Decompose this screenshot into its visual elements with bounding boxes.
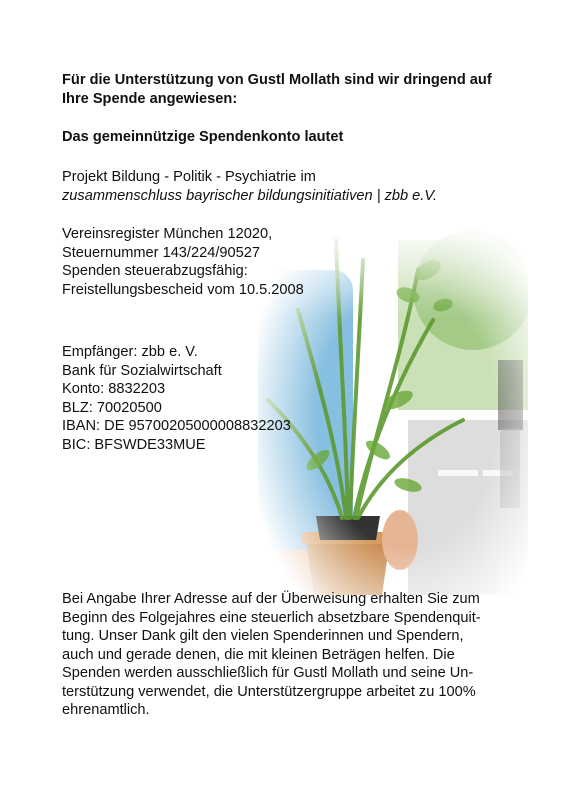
headline-line: Für die Unterstützung von Gustl Mollath sind wir dringend auf: [62, 72, 492, 88]
footer-paragraph: [62, 590, 527, 720]
footer-line: tung. Unser Dank gilt den vielen Spenderinnen und Spendern,: [62, 628, 464, 644]
footer-line: ehrenamtlich.: [62, 702, 150, 718]
verein-line: Freistellungsbescheid vom 10.5.2008: [62, 281, 304, 298]
bank-line: IBAN: DE 95700205000008832203: [62, 418, 291, 434]
footer-line: auch und gerade denen, die mit kleinen Beträgen helfen. Die: [62, 646, 455, 663]
verein-block: [62, 225, 304, 299]
projekt-block: [62, 168, 437, 205]
bank-line: Konto: 8832203: [62, 381, 166, 397]
footer-line: terstützung verwendet, die Unterstützergruppe arbeitet zu 100%: [62, 683, 476, 700]
verein-line: Spenden steuerabzugsfähig:: [62, 263, 248, 279]
footer-line: Bei Angabe Ihrer Adresse auf der Überweisung erhalten Sie zum: [62, 591, 480, 607]
bank-line: BLZ: 70020500: [62, 399, 162, 416]
footer-line: Spenden werden ausschließlich für Gustl Mollath und seine Un-: [62, 665, 474, 681]
projekt-org-line: zusammenschluss bayrischer bildungsinitiativen | zbb e.V.: [62, 187, 438, 204]
bank-line: Bank für Sozialwirtschaft: [62, 362, 222, 379]
bank-block: [62, 343, 291, 454]
verein-line: Vereinsregister München 12020,: [62, 226, 273, 242]
headline: [62, 71, 542, 108]
bank-line: BIC: BFSWDE33MUE: [62, 436, 206, 453]
projekt-line: Projekt Bildung - Politik - Psychiatrie im: [62, 169, 316, 185]
verein-line: Steuernummer 143/224/90527: [62, 244, 260, 261]
headline-line: Ihre Spende angewiesen:: [62, 90, 238, 107]
footer-line: Beginn des Folgejahres eine steuerlich absetzbare Spendenquit-: [62, 609, 481, 626]
bank-line: Empfänger: zbb e. V.: [62, 344, 198, 360]
konto-title: Das gemeinnützige Spendenkonto lautet: [62, 129, 344, 145]
